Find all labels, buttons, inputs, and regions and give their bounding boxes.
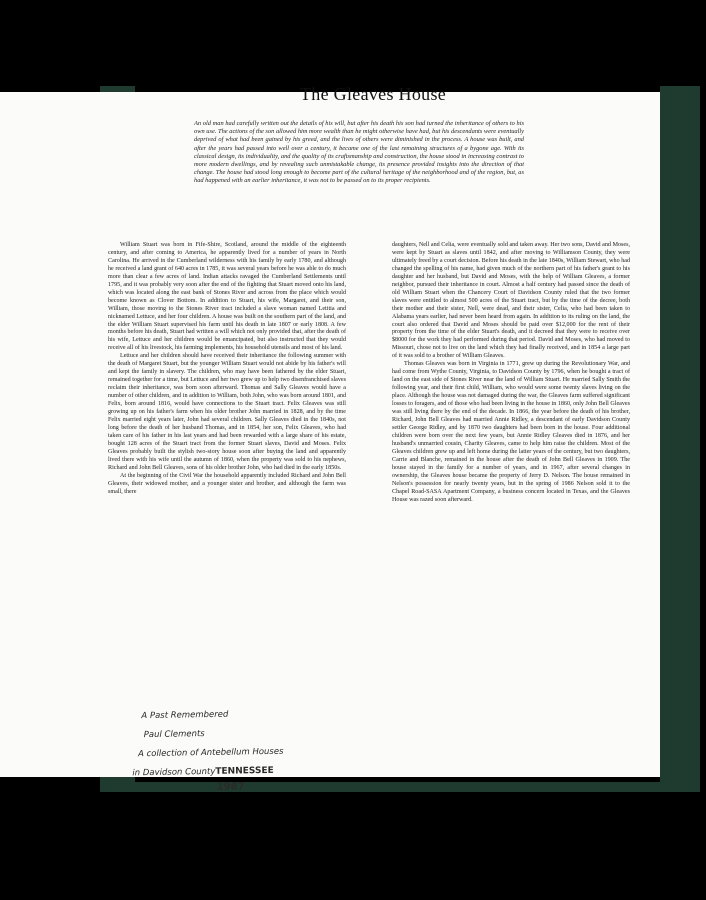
body-paragraph: Lettuce and her children should have received their inheritance the following summer with the death of Margaret Stuart, but the younger William Stuart would not abide by his father's will and kept the family in slavery. The children, who may have been fathered by the elder Stuart, remained together for a time, but Lettuce and her two grew up to help two disenfranchised slaves reclaim their inheritance, was born soon afterward. Thomas and Sally Gleaves would have a number of other children, and in addition to William, both John, who was born around 1801, and Felix, born around 1816, would have connections to the Stuart tract. Felix Gleaves was still growing up on his father's farm when his older brother John married in 1828, and by the time Felix married eight years later, John had several children. Sally Gleaves died in the 1840s, not long before the death of her husband Thomas, and in 1854, her son, Felix Gleaves, who had taken care of his father in his last years and had been rewarded with a large share of his estate, bought 128 acres of the Stuart tract from the former Stuart slaves, David and Moses. Felix Gleaves probably built the stylish two-story house soon after buying the land and apparently lived there with his wife until the autumn of 1860, when the property was sold to his nephews, Richard and John Bell Gleaves, sons of his older brother John, who had died in the early 1850s. — [108, 353, 346, 471]
handwritten-book-title: A Past Remembered — [141, 709, 229, 722]
document-page — [0, 84, 660, 793]
green-mat-right — [660, 86, 700, 786]
body-paragraph: Thomas Gleaves was born in Virginia in 1771, grew up during the Revolutionary War, and had come from Wythe County, Virginia, to Davidson County by 1796, when he bought a tract of land on the east side of Stones River near the land of William Stuart. He married Sally Smith the following year, and their first child, William, who would were some twenty slaves living on the place. Although the house was not damaged during the war, the Gleaves farm suffered significant losses to foragers, and of those who had been living in the house in 1860, only John Bell Gleaves was still living there by the end of the decade. In 1866, the year before the death of his brother, Richard, John Bell Gleaves had married Annie Ridley, a descendant of early Davidson County settler George Ridley, and by 1870 two daughters had been born in the house. Four additional children were born over the next few years, but Annie Ridley Gleaves died in 1876, and her husband's unmarried cousin, Charity Gleaves, came to help him raise the children. Most of the Gleaves children grew up and left home during the latter years of the century, but two daughters, Carrie and Blanche, remained in the house after the death of John Bell Gleaves in 1909. The house stayed in the family for a number of years, and in 1967, after several changes in ownership, the Gleaves house became the property of Jerry D. Nelson. The house remained in Nelson's possession for nearly twenty years, but in the spring of 1986 Nelson sold it to the Chapel Road-SASA Apartment Company, a business concern located in Texas, and the Gleaves House was razed soon afterward. — [392, 361, 630, 503]
body-paragraph: daughters, Nell and Celia, were eventually sold and taken away. Her two sons, David and Moses, were kept by Stuart as slaves until 1842, and after moving to Williamson County, they were ultimately freed by a court decision. Before his death in the late 1840s, William Stewart, who had changed the spelling of his name, had given much of the northern part of his father's grant to his daughter and her husband, but David and Moses, with the help of William Gleaves, a former neighbor, pursued their inheritance in court. Almost a half century had passed since the death of old William Stuart when the Chancery Court of Davidson County ruled that the two former slaves were entitled to almost 500 acres of the Stuart tract, but by the time of the decree, both their mother and their sister, Nell, were dead, and their sister, Celia, who had been taken to Alabama years earlier, had never been heard from again. In addition to its ruling on the land, the court also ordered that David and Moses should be paid over $12,000 for the rent of their property from the time of the elder Stuart's death, and it decreed that they were to receive over $8000 for the work they had performed during that period. David and Moses, who had moved to Missouri, chose not to live on the land which they had finally received, and in 1854 a large part of it was sold to a brother of William Gleaves. — [392, 242, 630, 360]
handwritten-location — [132, 762, 284, 784]
handwritten-author: Paul Clements — [143, 729, 205, 741]
body-paragraph: William Stuart was born in Fife-Shire, Scotland, around the middle of the eighteenth century, and after coming to America, he apparently lived for a number of years in North Carolina. He arrived in the Cumberland wilderness with his family by early 1780, and although he received a land grant of 640 acres in 1785, it was several years before he was able to do much more than clear a few acres of land. Indian attacks ravaged the Cumberland Settlements until 1795, and it was probably very soon after the end of the fighting that Stuart moved onto his land, which was located along the east bank of Stones River and across from the place which would become known as Clover Bottom. In addition to Stuart, his wife, Margaret, and their son, William, those moving to the Stones River tract included a slave woman named Letitia and nicknamed Lettuce, and her four children. A house was built on the southern part of the land, and the elder William Stuart supervised his farm until his death in late 1807 or early 1808. A few months before his death, Stuart had written a will which not only provided that, after the death of his wife, Lettuce and her children would be emancipated, but also instructed that they would receive all of his livestock, his farming implements, his household utensils and most of his land. — [108, 242, 346, 352]
left-column — [108, 242, 346, 497]
document-title: The Gleaves House — [300, 84, 447, 104]
right-column — [392, 242, 630, 504]
handwritten-year: 1987 — [216, 781, 245, 793]
handwritten-state: TENNESSEE — [215, 765, 274, 777]
body-paragraph: At the beginning of the Civil War the household apparently included Richard and John Bell Gleaves, their widowed mother, and a younger sister and brother, and although the farm was small, there — [108, 472, 346, 495]
handwritten-note — [131, 705, 284, 796]
intro-paragraph: An old man had carefully written out the details of his will, but after his death his son had turned the inheritance of others to his own use. The actions of the son allowed him more wealth than he might otherwise have had, but his descendants were eventually deprived of what had been gained by his greed, and the lives of others were diminished in the process. A house was built, and after the years had passed into well over a century, it became one of the last remaining structures of a bygone age. With its classical design, its individuality, and the quality of its craftsmanship and construction, the house stood in increasing contrast to more modern dwellings, and by revealing such unmistakable change, its presence provided insights into the direction of that change. The house had stood long enough to become part of the cultural heritage of the neighborhood and of the region, but, as had happened with an earlier inheritance, it was not to be passed on to its proper recipients. — [194, 120, 524, 185]
handwritten-county: in Davidson County — [132, 766, 216, 779]
handwritten-subtitle: A collection of Antebellum Houses — [137, 746, 284, 760]
